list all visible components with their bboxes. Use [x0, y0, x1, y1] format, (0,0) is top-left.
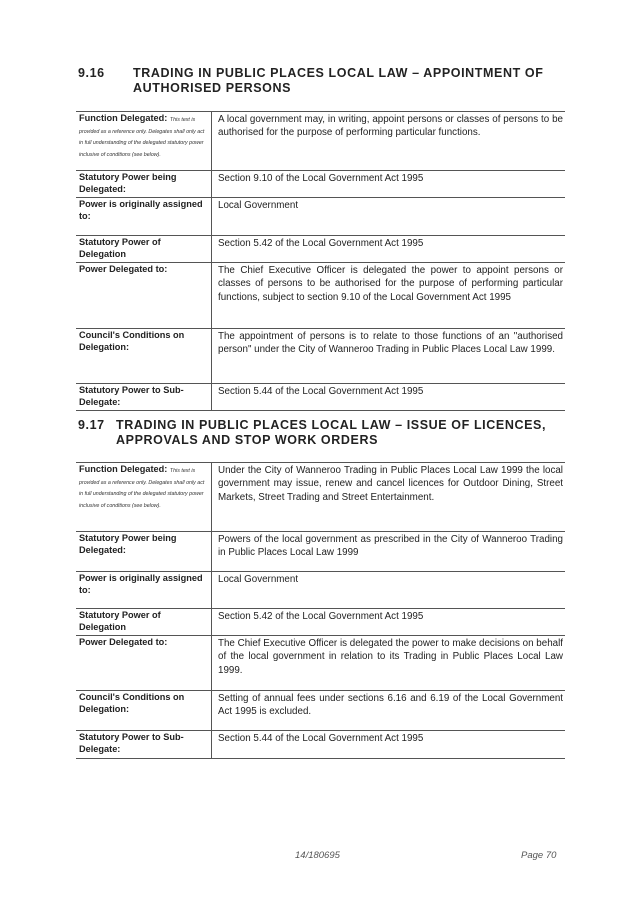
row-label: Statutory Power to Sub-Delegate: — [76, 384, 212, 411]
row-value: A local government may, in writing, appoint persons or classes of persons to be authorised for the purpose of performing particular functions. — [218, 114, 563, 139]
row-value: Section 5.44 of the Local Government Act 1995 — [218, 733, 424, 744]
section-title: TRADING IN PUBLIC PLACES LOCAL LAW – APPOINTMENT OF AUTHORISED PERSONS — [133, 66, 544, 95]
row-label: Statutory Power of Delegation — [76, 609, 212, 636]
table-row — [76, 236, 565, 263]
table-row — [76, 572, 565, 609]
table-row — [76, 171, 565, 198]
section-number: 9.17 — [78, 418, 105, 432]
section-title: TRADING IN PUBLIC PLACES LOCAL LAW – ISSUE OF LICENCES, APPROVALS AND STOP WORK ORDERS — [116, 418, 547, 447]
table-row — [76, 198, 565, 236]
row-label: Power Delegated to: — [76, 263, 212, 329]
row-value: Section 5.42 of the Local Government Act 1995 — [218, 611, 424, 622]
row-value: Section 9.10 of the Local Government Act 1995 — [218, 173, 424, 184]
row-value: The appointment of persons is to relate to those functions of an "authorised person" under the City of Wanneroo Trading in Public Places Local Law 1999. — [218, 331, 563, 356]
row-value: Under the City of Wanneroo Trading in Public Places Local Law 1999 the local government may issue, renew and cancel licences for Outdoor Dining, Street Markets, Street Trading and Street Entertainment. — [218, 465, 563, 503]
table-row — [76, 263, 565, 329]
document-id: 14/180695 — [295, 850, 340, 861]
section-number: 9.16 — [78, 66, 105, 80]
row-label: Statutory Power to Sub-Delegate: — [76, 731, 212, 759]
reference-note: This text is provided as a reference only. Delegates shall only act in full understanding of the delegated statutory power inclusive of conditions (see below). — [79, 117, 205, 158]
table-row — [76, 329, 565, 384]
row-value: Setting of annual fees under sections 6.16 and 6.19 of the Local Government Act 1995 is excluded. — [218, 693, 563, 718]
row-value: The Chief Executive Officer is delegated the power to appoint persons or classes of persons to be authorised for the purpose of performing particular functions, subject to section 9.10 of the Local Government Act 1995 — [218, 265, 563, 303]
row-value: Local Government — [218, 200, 299, 211]
row-label: Function Delegated: This text is provided as a reference only. Delegates shall only act in full understanding of the delegated statutory power inclusive of conditions (see below). — [76, 112, 212, 171]
page-number: Page 70 — [521, 850, 557, 861]
table-row — [76, 731, 565, 759]
row-label: Council's Conditions on Delegation: — [76, 691, 212, 731]
table-row — [76, 609, 565, 636]
row-label: Power is originally assigned to: — [76, 572, 212, 609]
delegation-table-9-16 — [76, 111, 565, 411]
row-value: Local Government — [218, 574, 299, 585]
row-value: Section 5.44 of the Local Government Act 1995 — [218, 386, 424, 397]
row-label: Council's Conditions on Delegation: — [76, 329, 212, 384]
row-value: Powers of the local government as prescribed in the City of Wanneroo Trading in Public Places Local Law 1999 — [218, 534, 563, 559]
row-label: Statutory Power being Delegated: — [76, 171, 212, 198]
row-label: Power is originally assigned to: — [76, 198, 212, 236]
reference-note: This text is provided as a reference only. Delegates shall only act in full understanding of the delegated statutory power inclusive of conditions (see below). — [79, 468, 205, 509]
row-value: The Chief Executive Officer is delegated the power to make decisions on behalf of the local government in relation to its Trading in Public Places Local Law 1999. — [218, 638, 563, 676]
row-label: Statutory Power being Delegated: — [76, 532, 212, 572]
table-row — [76, 636, 565, 691]
row-label: Function Delegated: This text is provided as a reference only. Delegates shall only act in full understanding of the delegated statutory power inclusive of conditions (see below). — [76, 463, 212, 532]
table-row — [76, 532, 565, 572]
table-row — [76, 463, 565, 532]
delegation-table-9-17 — [76, 462, 565, 759]
table-row — [76, 112, 565, 171]
table-row — [76, 384, 565, 411]
table-row — [76, 691, 565, 731]
row-label: Statutory Power of Delegation — [76, 236, 212, 263]
row-label: Power Delegated to: — [76, 636, 212, 691]
row-value: Section 5.42 of the Local Government Act 1995 — [218, 238, 424, 249]
